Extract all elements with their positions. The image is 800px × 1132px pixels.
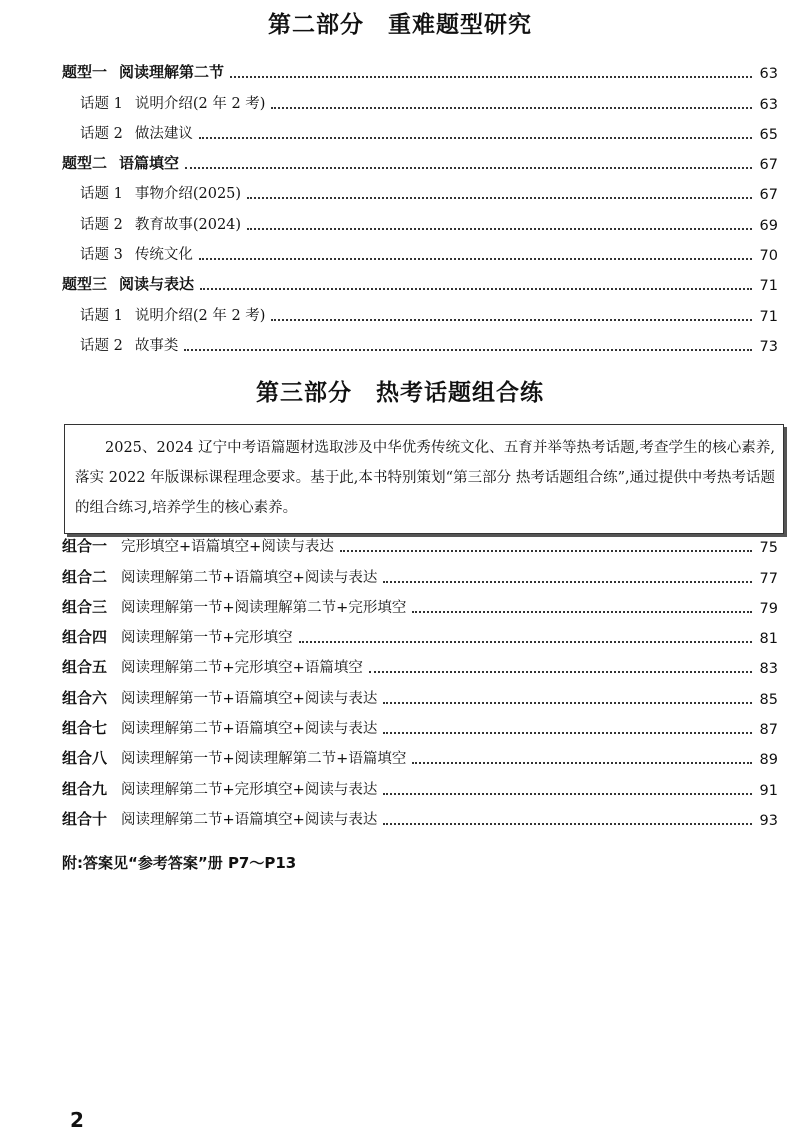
entry-page: 71 — [759, 308, 778, 325]
entry-name: 阅读理解第一节+阅读理解第二节+语篇填空 — [121, 751, 407, 768]
toc-entry[interactable] — [62, 143, 778, 173]
entry-page: 93 — [759, 812, 778, 829]
leader-dots — [199, 258, 752, 260]
leader-dots — [247, 228, 751, 230]
entry-page: 65 — [759, 126, 778, 143]
toc-entry[interactable] — [62, 173, 778, 203]
toc-entry[interactable] — [62, 234, 778, 264]
toc-entry[interactable] — [62, 325, 778, 355]
entry-page: 63 — [759, 96, 778, 113]
leader-dots — [383, 732, 751, 734]
toc-entry[interactable] — [62, 677, 778, 707]
leader-dots — [383, 581, 751, 583]
leader-dots — [299, 641, 752, 643]
entry-code: 组合六 — [62, 688, 108, 707]
answer-footnote: 附:答案见“参考答案”册 P7～P13 — [62, 854, 297, 872]
entry-page: 81 — [759, 631, 778, 648]
part2-toc — [62, 52, 778, 355]
entry-page: 71 — [759, 278, 778, 295]
toc-entry[interactable] — [62, 647, 778, 677]
toc-entry[interactable] — [62, 738, 778, 768]
entry-code: 组合五 — [62, 658, 108, 677]
entry-page: 67 — [759, 157, 778, 174]
entry-page: 89 — [759, 752, 778, 769]
entry-code: 话题 1 — [80, 95, 123, 112]
leader-dots — [383, 702, 751, 704]
entry-name: 阅读理解第一节+阅读理解第二节+完形填空 — [121, 599, 407, 616]
entry-code: 组合三 — [62, 597, 108, 616]
toc-entry[interactable] — [62, 556, 778, 586]
toc-entry[interactable] — [62, 768, 778, 798]
toc-entry[interactable] — [62, 203, 778, 233]
entry-name: 阅读理解第二节+语篇填空+阅读与表达 — [121, 811, 378, 828]
entry-code: 组合一 — [62, 537, 108, 556]
entry-name: 阅读理解第二节 — [119, 63, 225, 82]
entry-code: 组合八 — [62, 749, 108, 768]
toc-entry[interactable] — [62, 799, 778, 829]
part3-title: 第三部分 热考话题组合练 — [256, 380, 544, 406]
entry-name: 完形填空+语篇填空+阅读与表达 — [121, 539, 334, 556]
entry-page: 69 — [759, 217, 778, 234]
entry-name: 阅读理解第一节+完形填空 — [121, 630, 293, 647]
entry-code: 话题 1 — [80, 186, 123, 203]
entry-name: 阅读理解第二节+语篇填空+阅读与表达 — [121, 569, 378, 586]
intro-box: 2025、2024 辽宁中考语篇题材选取涉及中华优秀传统文化、五育并举等热考话题,考查学生的核心素养,落实 2022 年版课标课程理念要求。基于此,本书特别策划“第三部分 热考话题组合练”,通过提供中考热考话题的组合练习,培养学生的核心素养。 — [64, 424, 784, 534]
leader-dots — [271, 107, 751, 109]
entry-page: 75 — [759, 540, 778, 557]
leader-dots — [383, 793, 751, 795]
leader-dots — [369, 671, 752, 673]
toc-entry[interactable] — [62, 587, 778, 617]
leader-dots — [412, 611, 751, 613]
entry-name: 说明介绍(2 年 2 考) — [134, 307, 266, 324]
entry-name: 语篇填空 — [119, 154, 180, 173]
toc-entry[interactable] — [62, 708, 778, 738]
entry-code: 组合四 — [62, 628, 108, 647]
entry-name: 事物介绍(2025) — [134, 186, 242, 203]
leader-dots — [199, 137, 752, 139]
leader-dots — [185, 167, 752, 169]
entry-name: 阅读理解第二节+完形填空+阅读与表达 — [121, 781, 378, 798]
entry-page: 85 — [759, 691, 778, 708]
toc-entry[interactable] — [62, 294, 778, 324]
entry-page: 79 — [759, 600, 778, 617]
entry-code: 组合九 — [62, 779, 108, 798]
toc-entry[interactable] — [62, 617, 778, 647]
entry-code: 题型二 — [62, 154, 108, 173]
entry-page: 67 — [759, 187, 778, 204]
entry-name: 阅读理解第二节+完形填空+语篇填空 — [121, 660, 363, 677]
entry-code: 组合二 — [62, 567, 108, 586]
leader-dots — [271, 319, 751, 321]
entry-code: 组合十 — [62, 809, 108, 828]
entry-name: 故事类 — [134, 337, 179, 354]
entry-page: 91 — [759, 782, 778, 799]
leader-dots — [412, 762, 751, 764]
entry-page: 63 — [759, 66, 778, 83]
toc-entry[interactable] — [62, 264, 778, 294]
entry-code: 话题 2 — [80, 216, 123, 233]
leader-dots — [200, 288, 752, 290]
entry-code: 题型三 — [62, 275, 108, 294]
leader-dots — [184, 349, 751, 351]
leader-dots — [383, 823, 751, 825]
entry-name: 说明介绍(2 年 2 考) — [134, 95, 266, 112]
entry-page: 70 — [759, 248, 778, 265]
entry-name: 阅读理解第一节+语篇填空+阅读与表达 — [121, 690, 378, 707]
toc-entry[interactable] — [62, 52, 778, 82]
leader-dots — [247, 197, 751, 199]
entry-code: 话题 2 — [80, 125, 123, 142]
entry-page: 87 — [759, 722, 778, 739]
entry-name: 做法建议 — [134, 125, 193, 142]
entry-name: 阅读与表达 — [119, 275, 195, 294]
entry-code: 话题 3 — [80, 247, 123, 264]
toc-entry[interactable] — [62, 526, 778, 556]
entry-page: 83 — [759, 661, 778, 678]
entry-code: 话题 2 — [80, 337, 123, 354]
leader-dots — [230, 76, 752, 78]
entry-code: 题型一 — [62, 63, 108, 82]
entry-page: 73 — [759, 338, 778, 355]
toc-entry[interactable] — [62, 113, 778, 143]
part3-toc — [62, 526, 778, 829]
leader-dots — [340, 550, 752, 552]
toc-entry[interactable] — [62, 82, 778, 112]
part2-title: 第二部分 重难题型研究 — [268, 12, 532, 38]
entry-page: 77 — [759, 570, 778, 587]
page-number: 2 — [70, 1108, 84, 1132]
entry-name: 阅读理解第二节+语篇填空+阅读与表达 — [121, 721, 378, 738]
entry-code: 话题 1 — [80, 307, 123, 324]
entry-name: 教育故事(2024) — [134, 216, 242, 233]
entry-name: 传统文化 — [134, 247, 193, 264]
entry-code: 组合七 — [62, 719, 108, 738]
